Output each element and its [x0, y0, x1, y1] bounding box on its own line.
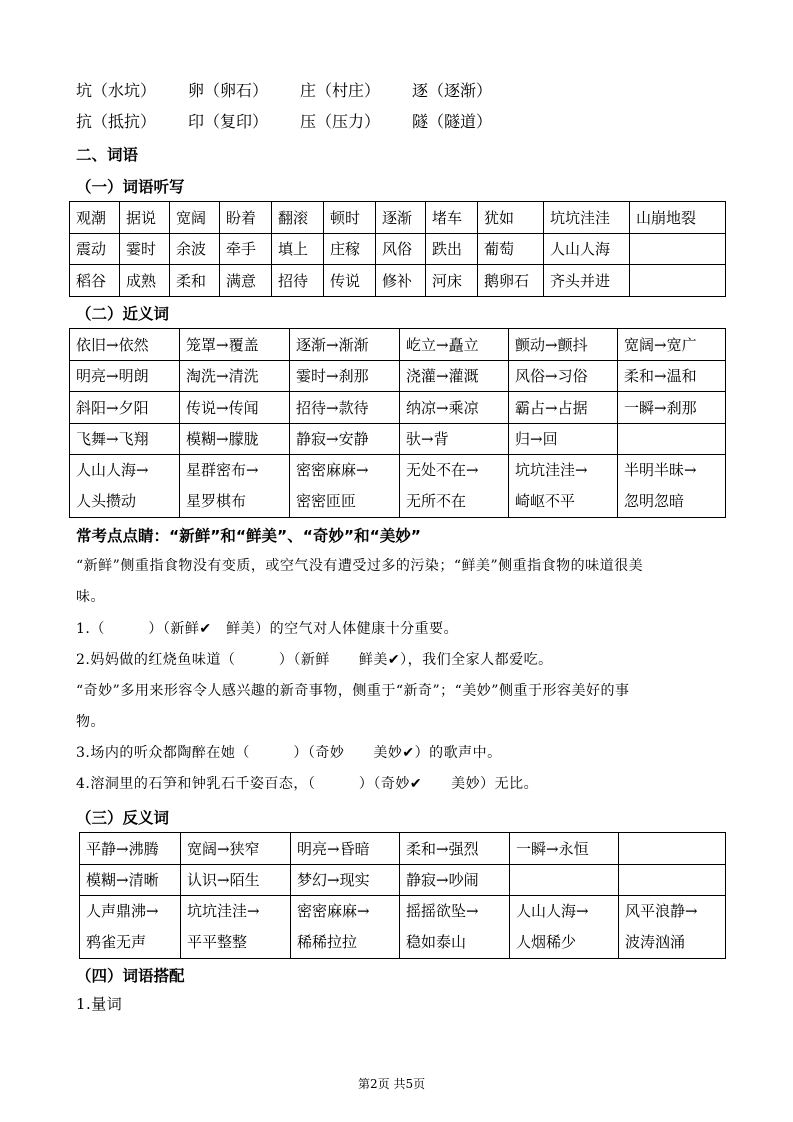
- table-cell: [618, 455, 726, 518]
- table-cell: 招待→款待: [290, 392, 400, 424]
- table-cell: 柔和: [170, 265, 220, 297]
- table-cell: [510, 864, 619, 896]
- table-cell: 修补: [376, 265, 426, 297]
- table-cell: 堵车: [426, 202, 478, 234]
- table-cell: 淘洗→清洗: [180, 360, 290, 392]
- table-row: [70, 233, 726, 265]
- table-cell: 笼罩→覆盖: [180, 329, 290, 361]
- cell-line: 人山人海→: [76, 461, 149, 479]
- table-cell: 顿时: [324, 202, 376, 234]
- table-row: [70, 329, 726, 361]
- table-row: [70, 360, 726, 392]
- table-cell: 逐渐: [376, 202, 426, 234]
- table-cell: [509, 455, 618, 518]
- table-row: [70, 265, 726, 297]
- cell-line: 风平浪静→: [625, 902, 698, 920]
- table-cell: 驮→背: [400, 423, 509, 455]
- cell-line: 人烟稀少: [516, 933, 577, 951]
- table-cell: 霸占→占据: [509, 392, 618, 424]
- table-row: [80, 833, 726, 865]
- table-cell: 成熟: [120, 265, 170, 297]
- table-cell: 霎时→刹那: [290, 360, 400, 392]
- tip-paragraph-2-cont: 物。: [76, 714, 105, 730]
- char-item: 压（压力）: [300, 112, 381, 131]
- table-cell: [400, 896, 510, 959]
- table-row: [80, 864, 726, 896]
- cell-line: 密密麻麻→: [297, 902, 370, 920]
- table-cell: 宽阔→宽广: [618, 329, 726, 361]
- cell-line: 鸦雀无声: [86, 933, 147, 951]
- char-item: 庄（村庄）: [300, 81, 381, 100]
- table-cell: 翻滚: [272, 202, 324, 234]
- table-cell: 据说: [120, 202, 170, 234]
- cell-line: 崎岖不平: [515, 492, 576, 510]
- table-cell: [619, 896, 726, 959]
- tip-paragraph-1-cont: 味。: [76, 589, 105, 605]
- table-cell: 模糊→清晰: [80, 864, 181, 896]
- tip-title: 常考点点睛：“新鲜”和“鲜美”、“奇妙”和“美妙”: [76, 527, 421, 545]
- table-cell: 坑坑洼洼: [544, 202, 630, 234]
- table-cell: [291, 896, 400, 959]
- table-row: [70, 423, 726, 455]
- table-cell: 稻谷: [70, 265, 120, 297]
- cell-line: 平平整整: [187, 933, 248, 951]
- table-cell: 柔和→强烈: [400, 833, 510, 865]
- table-cell: 屹立→矗立: [400, 329, 509, 361]
- table-cell: [510, 896, 619, 959]
- item-measure-words: 1.量词: [76, 995, 123, 1013]
- antonym-table: [79, 832, 726, 959]
- table-cell: 颤动→颤抖: [509, 329, 618, 361]
- table-cell: 河床: [426, 265, 478, 297]
- table-cell: [70, 455, 180, 518]
- subsection-title-antonyms: （三）反义词: [76, 809, 170, 827]
- cell-line: 忽明忽暗: [624, 492, 685, 510]
- table-cell: 传说→传闻: [180, 392, 290, 424]
- table-cell: 传说: [324, 265, 376, 297]
- cell-line: 人山人海→: [516, 902, 589, 920]
- table-cell: 宽阔→狭窄: [181, 833, 291, 865]
- cell-line: 波涛汹涌: [625, 933, 686, 951]
- table-cell: 明亮→昏暗: [291, 833, 400, 865]
- table-cell: 认识→陌生: [181, 864, 291, 896]
- table-cell: 庄稼: [324, 233, 376, 265]
- table-cell: 霎时: [120, 233, 170, 265]
- table-cell: 填上: [272, 233, 324, 265]
- table-cell: [400, 455, 509, 518]
- table-cell: 静寂→吵闹: [400, 864, 510, 896]
- table-cell: 明亮→明朗: [70, 360, 180, 392]
- table-cell: 斜阳→夕阳: [70, 392, 180, 424]
- cell-line: 人头攒动: [76, 492, 137, 510]
- cell-line: 坑坑洼洼→: [515, 461, 588, 479]
- cell-line: 密密麻麻→: [296, 461, 369, 479]
- synonym-table: [69, 328, 726, 518]
- question-1: 1.（ ）（新鲜✔ 鲜美）的空气对人体健康十分重要。: [76, 621, 459, 637]
- table-cell: 梦幻→现实: [291, 864, 400, 896]
- table-cell: 盼着: [220, 202, 272, 234]
- table-cell: 观潮: [70, 202, 120, 234]
- table-row: [70, 455, 726, 518]
- table-cell: 柔和→温和: [618, 360, 726, 392]
- table-row: [70, 202, 726, 234]
- table-cell: 牵手: [220, 233, 272, 265]
- table-cell: 飞舞→飞翔: [70, 423, 180, 455]
- table-cell: [630, 233, 726, 265]
- table-cell: 满意: [220, 265, 272, 297]
- table-cell: 余波: [170, 233, 220, 265]
- table-cell: [80, 896, 181, 959]
- table-cell: [618, 423, 726, 455]
- table-cell: [630, 265, 726, 297]
- cell-line: 密密匝匝: [296, 492, 357, 510]
- question-3: 3.场内的听众都陶醉在她（ ）（奇妙 美妙✔）的歌声中。: [76, 745, 502, 761]
- cell-line: 无所不在: [406, 492, 467, 510]
- table-cell: 静寂→安静: [290, 423, 400, 455]
- table-cell: [290, 455, 400, 518]
- char-item: 坑（水坑）: [76, 81, 157, 100]
- table-row: [70, 392, 726, 424]
- char-item: 隧（隧道）: [412, 112, 493, 131]
- cell-line: 无处不在→: [406, 461, 479, 479]
- table-cell: 风俗: [376, 233, 426, 265]
- table-cell: 招待: [272, 265, 324, 297]
- dictation-table: [69, 201, 726, 297]
- table-cell: 葡萄: [478, 233, 544, 265]
- table-cell: 人山人海: [544, 233, 630, 265]
- table-cell: 纳凉→乘凉: [400, 392, 509, 424]
- cell-line: 星群密布→: [186, 461, 259, 479]
- table-cell: [180, 455, 290, 518]
- table-cell: 犹如: [478, 202, 544, 234]
- char-item: 卵（卵石）: [188, 81, 269, 100]
- table-cell: 逐渐→渐渐: [290, 329, 400, 361]
- page-footer: 第2页 共5页: [358, 1077, 426, 1091]
- table-cell: [619, 833, 726, 865]
- char-item: 抗（抵抗）: [76, 112, 157, 131]
- question-2: 2.妈妈做的红烧鱼味道（ ）（新鲜 鲜美✔），我们全家人都爱吃。: [76, 652, 553, 668]
- subsection-title-synonyms: （二）近义词: [76, 305, 170, 323]
- table-cell: 震动: [70, 233, 120, 265]
- table-cell: [181, 896, 291, 959]
- cell-line: 摇摇欲坠→: [406, 902, 479, 920]
- cell-line: 星罗棋布: [186, 492, 247, 510]
- table-cell: 一瞬→刹那: [618, 392, 726, 424]
- char-item: 逐（逐渐）: [412, 81, 493, 100]
- table-cell: 鹅卵石: [478, 265, 544, 297]
- cell-line: 坑坑洼洼→: [187, 902, 260, 920]
- char-row-2: [76, 111, 524, 133]
- subsection-title-dictation: （一）词语听写: [76, 178, 185, 196]
- cell-line: 人声鼎沸→: [86, 902, 159, 920]
- cell-line: 稳如泰山: [406, 933, 467, 951]
- table-cell: 宽阔: [170, 202, 220, 234]
- table-cell: 风俗→习俗: [509, 360, 618, 392]
- table-cell: 模糊→朦胧: [180, 423, 290, 455]
- question-4: 4.溶洞里的石笋和钟乳石千姿百态，（ ）（奇妙✔ 美妙）无比。: [76, 776, 539, 792]
- table-cell: [619, 864, 726, 896]
- cell-line: 稀稀拉拉: [297, 933, 358, 951]
- table-cell: 一瞬→永恒: [510, 833, 619, 865]
- char-row-1: [76, 80, 524, 102]
- cell-line: 半明半昧→: [624, 461, 697, 479]
- table-cell: 山崩地裂: [630, 202, 726, 234]
- subsection-title-collocation: （四）词语搭配: [76, 967, 185, 985]
- table-cell: 齐头并进: [544, 265, 630, 297]
- table-cell: 浇灌→灌溉: [400, 360, 509, 392]
- table-row: [80, 896, 726, 959]
- tip-paragraph-1: “新鲜”侧重指食物没有变质，或空气没有遭受过多的污染；“鲜美”侧重指食物的味道很美: [76, 558, 644, 574]
- char-item: 印（复印）: [188, 112, 269, 131]
- table-cell: 归→回: [509, 423, 618, 455]
- table-cell: 平静→沸腾: [80, 833, 181, 865]
- tip-paragraph-2: “奇妙”多用来形容令人感兴趣的新奇事物，侧重于“新奇”；“美妙”侧重于形容美好的事: [76, 683, 630, 699]
- table-cell: 跌出: [426, 233, 478, 265]
- table-cell: 依旧→依然: [70, 329, 180, 361]
- section-title-words: 二、词语: [76, 146, 139, 164]
